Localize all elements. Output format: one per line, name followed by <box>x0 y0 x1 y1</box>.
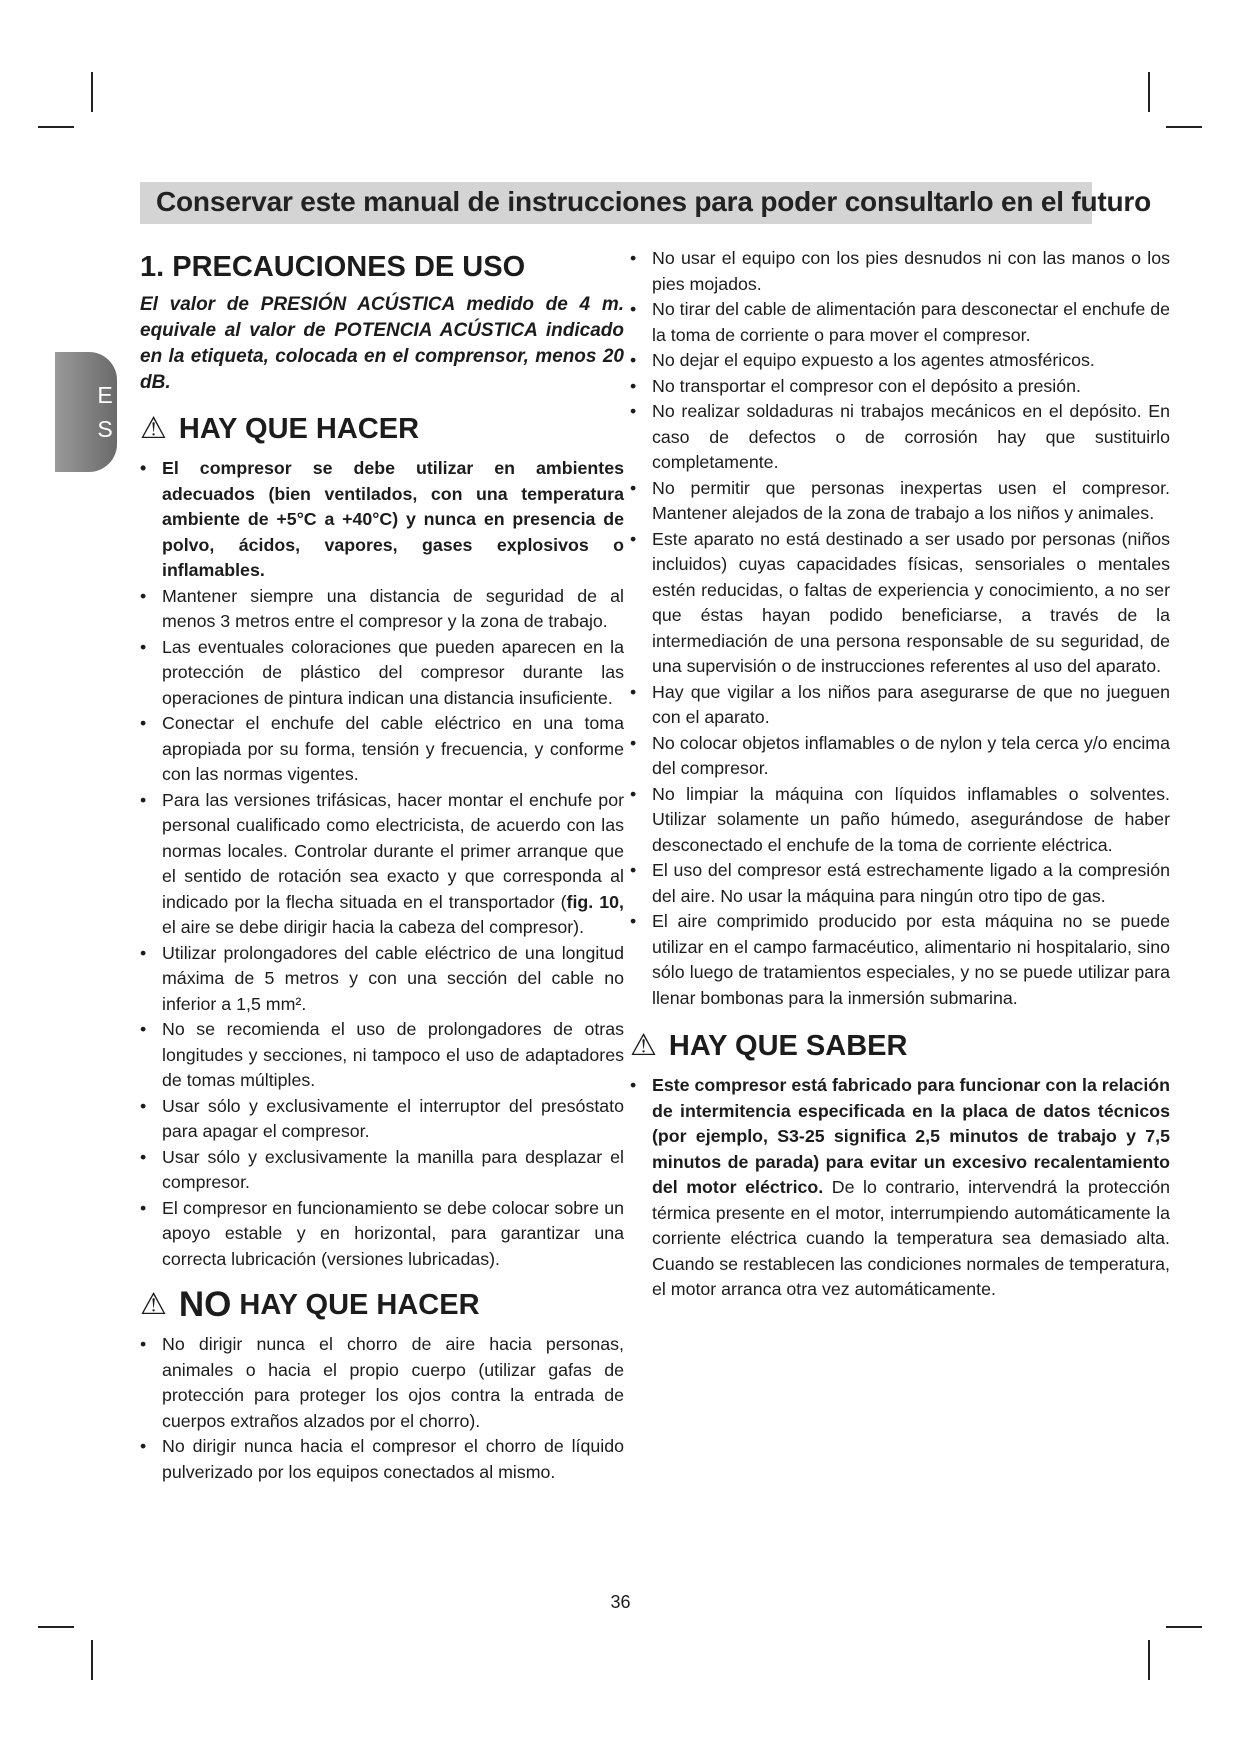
right-column <box>630 246 1170 1303</box>
heading-no-hay-que-hacer <box>140 1285 624 1324</box>
page-number: 36 <box>610 1592 631 1612</box>
list-item: • Hay que vigilar a los niños para asegurarse de que no jueguen con el aparato. <box>630 680 1170 731</box>
warning-icon: ⚠ <box>630 1029 657 1062</box>
list-item: • No se recomienda el uso de prolongadores de otras longitudes y secciones, ni tampoco el uso de adaptadores de tomas múltiples. <box>140 1017 624 1094</box>
header-banner: Conservar este manual de instrucciones para poder consultarlo en el futuro <box>140 182 1092 224</box>
list-item: • Usar sólo y exclusivamente la manilla para desplazar el compresor. <box>140 1145 624 1196</box>
list-item: • No realizar soldaduras ni trabajos mecánicos en el depósito. En caso de defectos o de corrosión hay que sustituirlo completamente. <box>630 399 1170 476</box>
language-tab <box>55 352 117 472</box>
list-item: • Usar sólo y exclusivamente el interruptor del presóstato para apagar el compresor. <box>140 1094 624 1145</box>
crop-mark <box>91 1640 93 1680</box>
list-item: • No dirigir nunca el chorro de aire hacia personas, animales o hacia el propio cuerpo (utilizar gafas de protección para proteger los ojos contra la entrada de cuerpos extraños alzados por el chorro). <box>140 1332 624 1434</box>
crop-mark <box>1148 72 1150 112</box>
warning-icon: ⚠ <box>140 1288 167 1321</box>
language-letter-e: E <box>97 382 113 408</box>
crop-mark <box>1166 126 1202 128</box>
heading-no: NO <box>178 1285 232 1324</box>
crop-mark <box>1166 1626 1202 1628</box>
heading-hay-que-saber <box>630 1029 1170 1063</box>
list-item: • No transportar el compresor con el depósito a presión. <box>630 374 1170 400</box>
no-hay-que-hacer-list <box>140 1332 624 1485</box>
left-column <box>140 246 624 1485</box>
list-item <box>140 788 624 941</box>
list-item: • El uso del compresor está estrechamente ligado a la compresión del aire. No usar la máquina para ningún otro tipo de gas. <box>630 858 1170 909</box>
list-item: • Conectar el enchufe del cable eléctrico en una toma apropiada por su forma, tensión y frecuencia, y conforme con las normas vigentes. <box>140 711 624 788</box>
hay-que-hacer-list <box>140 456 624 1272</box>
list-item: • No dirigir nunca hacia el compresor el chorro de líquido pulverizado por los equipos conectados al mismo. <box>140 1434 624 1485</box>
intro-note: El valor de PRESIÓN ACÚSTICA medido de 4 m. equivale al valor de POTENCIA ACÚSTICA indicado en la etiqueta, colocada en el comprensor, menos 20 dB. <box>140 294 624 393</box>
list-item: • Este aparato no está destinado a ser usado por personas (niños incluidos) cuyas capacidades físicas, sensoriales o mentales estén reducidas, o faltas de experiencia y conocimiento, a no ser que éstas hayan podido beneficiarse, a través de la intermediación de una persona responsable de su seguridad, de una supervisión o de instrucciones referentes al uso del aparato. <box>630 527 1170 680</box>
saber-text: De lo contrario, intervendrá la protección térmica presente en el motor, interrumpiendo automáticamente la corriente eléctrica cuando la temperatura sea demasiado alta. Cuando se restablecen las condiciones normales de temperatura, el motor arranca otra vez automáticamente. <box>652 1177 1170 1299</box>
list-item: • Utilizar prolongadores del cable eléctrico de una longitud máxima de 5 metros y con una sección del cable no inferior a 1,5 mm². <box>140 941 624 1018</box>
language-letter-s: S <box>97 416 113 442</box>
list-item: • Mantener siempre una distancia de seguridad de al menos 3 metros entre el compresor y la zona de trabajo. <box>140 584 624 635</box>
heading-label: HAY QUE SABER <box>668 1030 908 1062</box>
list-item: • No dejar el equipo expuesto a los agentes atmosféricos. <box>630 348 1170 374</box>
figure-ref: fig. 10, <box>566 891 624 912</box>
list-item: • No limpiar la máquina con líquidos inflamables o solventes. Utilizar solamente un paño húmedo, asegurándose de haber desconectado el enchufe de la toma de corriente eléctrica. <box>630 782 1170 859</box>
hay-que-saber-list <box>630 1073 1170 1303</box>
trifasico-text: Para las versiones trifásicas, hacer montar el enchufe por personal cualificado como electricista, de acuerdo con las normas locales. Controlar durante el primer arranque que el sentido de rotación sea exacto y que corresponda al indicado por la flecha situada en el transportador ( <box>162 789 624 912</box>
list-item: • El aire comprimido producido por esta máquina no se puede utilizar en el campo farmacéutico, alimentario ni hospitalario, sino sólo luego de tratamientos especiales, y no se puede utilizar para llenar bombonas para la inmersión submarina. <box>630 909 1170 1011</box>
trifasico-text-end: el aire se debe dirigir hacia la cabeza del compresor). <box>162 917 585 937</box>
crop-mark <box>91 72 93 112</box>
list-item: • No usar el equipo con los pies desnudos ni con las manos o los pies mojados. <box>630 246 1170 297</box>
list-item: • No permitir que personas inexpertas usen el compresor. Mantener alejados de la zona de trabajo a los niños y animales. <box>630 476 1170 527</box>
list-item: • Las eventuales coloraciones que pueden aparecen en la protección de plástico del compresor durante las operaciones de pintura indican una distancia insuficiente. <box>140 635 624 712</box>
list-item: • El compresor en funcionamiento se debe colocar sobre un apoyo estable y en horizontal, para garantizar una correcta lubricación (versiones lubricadas). <box>140 1196 624 1273</box>
crop-mark <box>1148 1640 1150 1680</box>
heading-hay-que-hacer <box>140 412 624 446</box>
heading-label: HAY QUE HACER <box>178 413 420 445</box>
warning-icon: ⚠ <box>140 412 167 445</box>
crop-mark <box>38 1626 74 1628</box>
list-item: • No tirar del cable de alimentación para desconectar el enchufe de la toma de corriente o para mover el compresor. <box>630 297 1170 348</box>
section-title: 1. PRECAUCIONES DE USO <box>140 251 526 283</box>
right-list <box>630 246 1170 1011</box>
crop-mark <box>38 126 74 128</box>
list-item: • El compresor se debe utilizar en ambientes adecuados (bien ventilados, con una temperatura ambiente de +5°C a +40°C) y nunca en presencia de polvo, ácidos, vapores, gases explosivos o inflamables. <box>140 456 624 584</box>
heading-label: HAY QUE HACER <box>239 1289 480 1321</box>
list-item: • No colocar objetos inflamables o de nylon y tela cerca y/o encima del compresor. <box>630 731 1170 782</box>
list-item <box>630 1073 1170 1303</box>
saber-bold-text: Este compresor está fabricado para funcionar con la relación de intermitencia especificada en la placa de datos técnicos (por ejemplo, S3-25 significa 2,5 minutos de trabajo y 7,5 minutos de parada) para evitar un excesivo recalentamiento del motor eléctrico. <box>652 1075 1170 1197</box>
